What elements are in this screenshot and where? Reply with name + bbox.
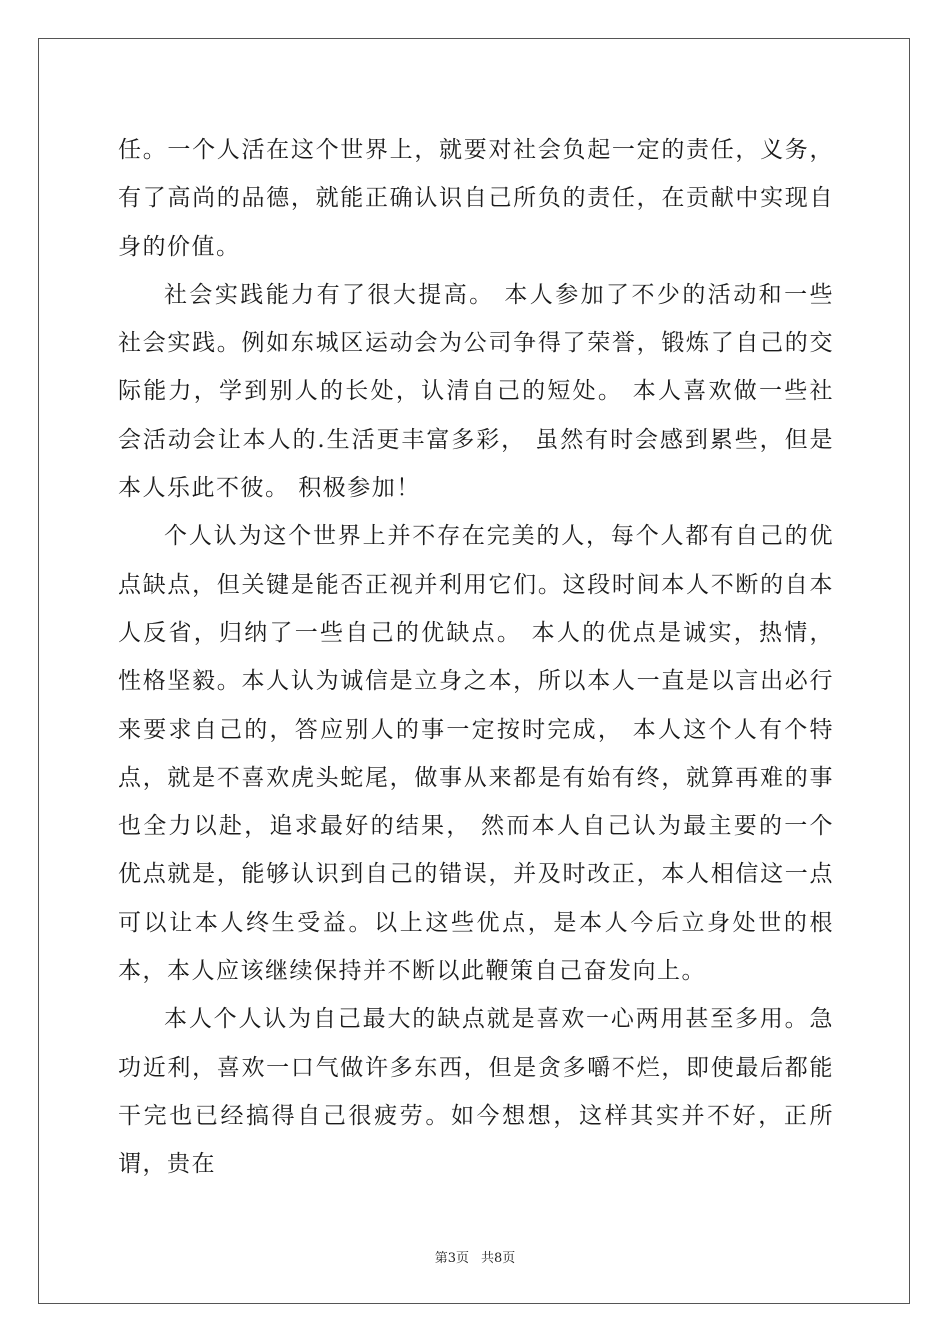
paragraph-3: 个人认为这个世界上并不存在完美的人，每个人都有自己的优点缺点，但关键是能否正视并利用它们。这段时间本人不断的自本人反省，归纳了一些自己的优缺点。 本人的优点是诚实，热情，性格坚毅。本人认为诚信是立身之本，所以本人一直是以言出必行来要求自己的，答应别人的事一定按时完成， 本人这个人有个特点，就是不喜欢虎头蛇尾，做事从来都是有始有终，就算再难的事也全力以赴，追求最好的结果， 然而本人自己认为最主要的一个优点就是，能够认识到自己的错误，并及时改正，本人相信这一点可以让本人终生受益。以上这些优点，是本人今后立身处世的根本，本人应该继续保持并不断以此鞭策自己奋发向上。 [118,523,834,985]
paragraph-4: 本人个人认为自己最大的缺点就是喜欢一心两用甚至多用。急功近利，喜欢一口气做许多东西，但是贪多嚼不烂，即使最后都能干完也已经搞得自己很疲劳。如今想想，这样其实并不好，正所谓，贵在 [118,1006,834,1178]
page-footer [0,1247,950,1266]
paragraph-1: 任。一个人活在这个世界上，就要对社会负起一定的责任，义务，有了高尚的品德，就能正确认识自己所负的责任，在贡献中实现自身的价值。 [118,137,834,260]
page-total: 共8页 [481,1251,516,1266]
document-body [118,126,834,1189]
paragraph-2: 社会实践能力有了很大提高。 本人参加了不少的活动和一些社会实践。例如东城区运动会为公司争得了荣誉，锻炼了自己的交际能力，学到别人的长处，认清自己的短处。 本人喜欢做一些社会活动会让本人的.生活更丰富多彩， 虽然有时会感到累些，但是本人乐此不彼。 积极参加！ [118,281,834,502]
page-number: 第3页 [434,1251,469,1266]
